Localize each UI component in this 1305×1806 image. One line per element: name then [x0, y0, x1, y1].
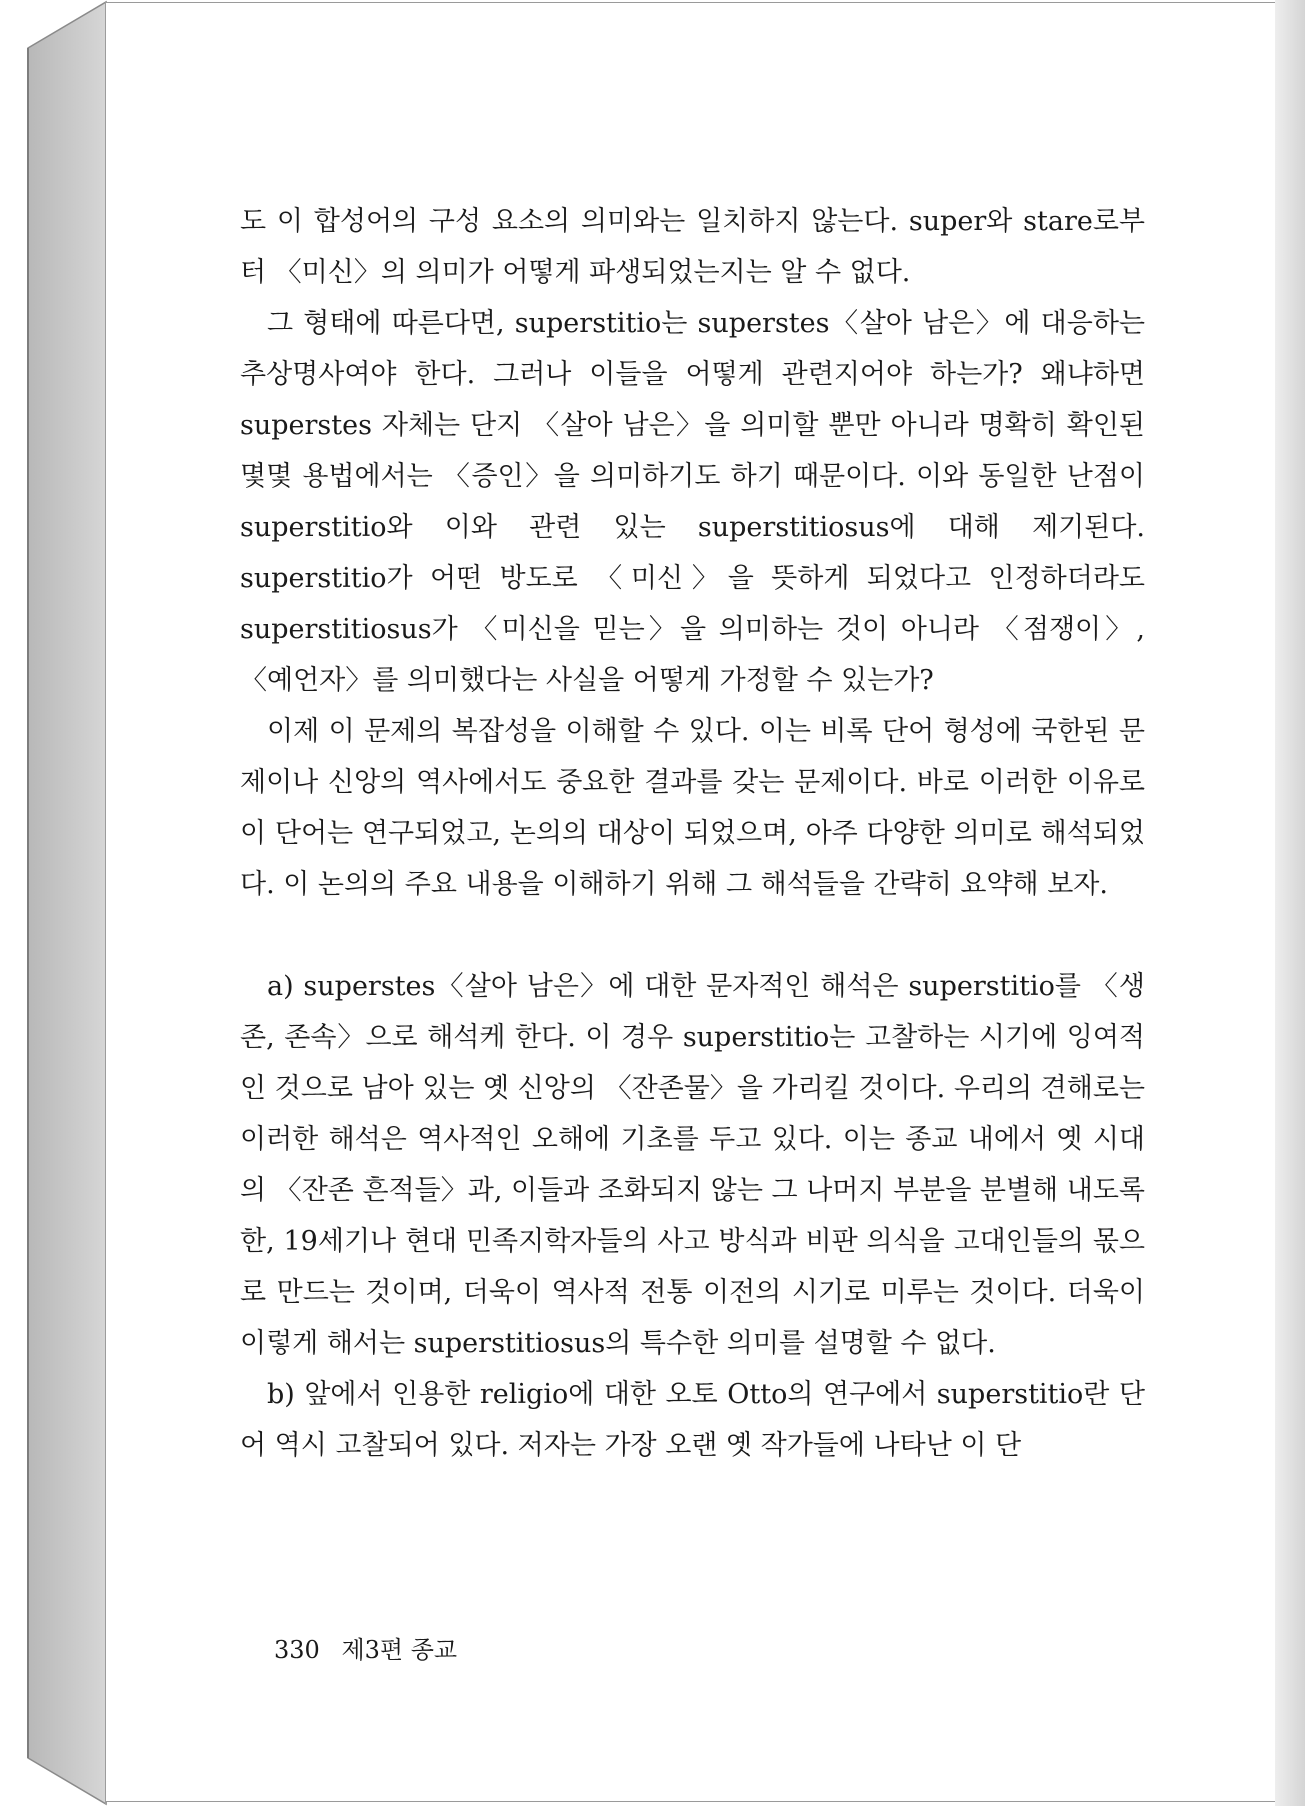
section-gap [240, 910, 1145, 961]
page-number: 330 [274, 1636, 320, 1664]
paragraph-4: a) superstes〈살아 남은〉에 대한 문자적인 해석은 superstitio를 〈생존, 존속〉으로 해석케 한다. 이 경우 superstitio는 고찰하는 시기에 잉여적인 것으로 남아 있는 옛 신앙의 〈잔존물〉을 가리킬 것이다. 우리의 견해로는 이러한 해석은 역사적인 오해에 기초를 두고 있다. 이는 종교 내에서 옛 시대의 〈잔존 흔적들〉과, 이들과 조화되지 않는 그 나머지 부분을 분별해 내도록 한, 19세기나 현대 민족지학자들의 사고 방식과 비판 의식을 고대인들의 몫으로 만드는 것이며, 더욱이 역사적 전통 이전의 시기로 미루는 것이다. 더욱이 이렇게 해서는 superstitiosus의 특수한 의미를 설명할 수 없다. [240, 971, 1145, 1359]
paragraph-1: 도 이 합성어의 구성 요소의 의미와는 일치하지 않는다. super와 stare로부터 〈미신〉의 의미가 어떻게 파생되었는지는 알 수 없다. [240, 206, 1145, 288]
book-spine [0, 0, 110, 1806]
section-title: 제3편 종교 [341, 1636, 458, 1664]
paragraph-2: 그 형태에 따른다면, superstitio는 superstes〈살아 남은〉에 대응하는 추상명사여야 한다. 그러나 이들을 어떻게 관련지어야 하는가? 왜냐하면 superstes 자체는 단지 〈살아 남은〉을 의미할 뿐만 아니라 명확히 확인된 몇몇 용법에서는 〈증인〉을 의미하기도 하기 때문이다. 이와 동일한 난점이 superstitio와 이와 관련 있는 superstitiosus에 대해 제기된다. superstitio가 어떤 방도로 〈미신〉을 뜻하게 되었다고 인정하더라도 superstitiosus가 〈미신을 믿는〉을 의미하는 것이 아니라 〈점쟁이〉, 〈예언자〉를 의미했다는 사실을 어떻게 가정할 수 있는가? [240, 308, 1145, 696]
page-footer [274, 1630, 457, 1665]
paragraph-3: 이제 이 문제의 복잡성을 이해할 수 있다. 이는 비록 단어 형성에 국한된 문제이나 신앙의 역사에서도 중요한 결과를 갖는 문제이다. 바로 이러한 이유로 이 단어는 연구되었고, 논의의 대상이 되었으며, 아주 다양한 의미로 해석되었다. 이 논의의 주요 내용을 이해하기 위해 그 해석들을 간략히 요약해 보자. [240, 716, 1145, 900]
paragraph-5: b) 앞에서 인용한 religio에 대한 오토 Otto의 연구에서 superstitio란 단어 역시 고찰되어 있다. 저자는 가장 오랜 옛 작가들에 나타난 이 단 [240, 1379, 1145, 1461]
body-text [240, 196, 1145, 1471]
page-edge-shadow [1275, 0, 1305, 1806]
